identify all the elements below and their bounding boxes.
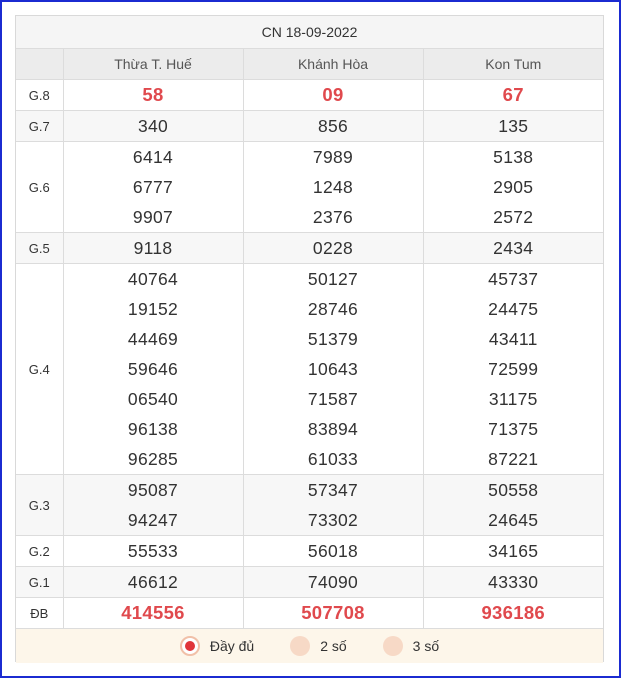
prize-rows [16, 80, 603, 629]
prize-row [16, 264, 603, 475]
prize-cell [423, 567, 603, 598]
province-header: Khánh Hòa [243, 49, 423, 80]
prize-number: 45737 [488, 269, 539, 289]
province-header: Kon Tum [423, 49, 603, 80]
prize-number: 2905 [493, 177, 534, 197]
prize-cell [63, 80, 243, 111]
prize-number: 50558 [488, 480, 539, 500]
prize-label: G.6 [16, 142, 63, 233]
prize-cell [243, 233, 423, 264]
prize-number: 24475 [488, 299, 539, 319]
prize-number: 936186 [481, 602, 546, 623]
prize-cell [243, 264, 423, 475]
radio-selected-icon[interactable] [180, 636, 200, 656]
prize-number: 24645 [488, 510, 539, 530]
prize-number: 96285 [127, 449, 179, 469]
prize-row [16, 80, 603, 111]
prize-number: 72599 [488, 359, 539, 379]
prize-number: 856 [317, 116, 349, 136]
prize-label: G.8 [16, 80, 63, 111]
prize-cell [243, 536, 423, 567]
prize-cell [63, 142, 243, 233]
prize-number: 2572 [493, 207, 534, 227]
prize-number: 0228 [312, 238, 354, 258]
display-option[interactable] [290, 636, 346, 656]
prize-number: 74090 [307, 572, 359, 592]
radio-unselected-icon[interactable] [290, 636, 310, 656]
prize-cell [423, 80, 603, 111]
prize-label: G.7 [16, 111, 63, 142]
prize-cell [243, 598, 423, 629]
prize-row [16, 475, 603, 536]
prize-number: 2376 [312, 207, 354, 227]
radio-unselected-icon[interactable] [383, 636, 403, 656]
prize-cell [423, 475, 603, 536]
prize-number: 59646 [127, 359, 179, 379]
prize-number: 7989 [312, 147, 354, 167]
prize-number: 1248 [312, 177, 354, 197]
prize-cell [423, 598, 603, 629]
prize-row [16, 233, 603, 264]
display-option-label: Đầy đủ [209, 638, 255, 654]
prize-row [16, 536, 603, 567]
prize-row [16, 598, 603, 629]
prize-number: 9118 [133, 238, 173, 258]
prize-number: 340 [137, 116, 169, 136]
prize-number: 58 [142, 84, 164, 105]
prize-number: 73302 [307, 510, 359, 530]
prize-cell [423, 111, 603, 142]
prize-number: 06540 [127, 389, 179, 409]
prize-number: 2434 [493, 238, 534, 258]
prize-number: 87221 [488, 449, 539, 469]
prize-cell [63, 536, 243, 567]
prize-cell [243, 80, 423, 111]
prize-label: G.5 [16, 233, 63, 264]
display-options [16, 629, 603, 663]
prize-number: 28746 [307, 299, 359, 319]
prize-cell [63, 264, 243, 475]
prize-label: G.2 [16, 536, 63, 567]
prize-number: 40764 [127, 269, 179, 289]
prize-number: 51379 [307, 329, 359, 349]
prize-number: 95087 [127, 480, 179, 500]
prize-number: 46612 [127, 572, 179, 592]
prize-label: G.1 [16, 567, 63, 598]
prize-number: 6414 [132, 147, 174, 167]
prize-number: 55533 [127, 541, 179, 561]
prize-number: 10643 [307, 359, 359, 379]
prize-number: 67 [502, 84, 524, 105]
results-table [16, 49, 603, 629]
prize-number: 19152 [127, 299, 179, 319]
draw-date-title: CN 18-09-2022 [16, 16, 603, 49]
prize-number: 56018 [307, 541, 359, 561]
prize-cell [423, 142, 603, 233]
prize-number: 5138 [493, 147, 534, 167]
prize-number: 9907 [132, 207, 174, 227]
prize-number: 43411 [488, 329, 538, 349]
prize-number: 09 [322, 84, 344, 105]
province-header: Thừa T. Huế [63, 49, 243, 80]
prize-cell [243, 142, 423, 233]
prize-number: 94247 [127, 510, 179, 530]
prize-cell [423, 536, 603, 567]
display-option-label: 3 số [412, 638, 440, 654]
prize-row [16, 111, 603, 142]
display-option-label: 2 số [320, 638, 347, 654]
display-option[interactable] [180, 636, 254, 656]
prize-label: G.4 [16, 264, 63, 475]
prize-number: 71587 [307, 389, 359, 409]
header-row [16, 49, 603, 80]
prize-number: 71375 [488, 419, 539, 439]
prize-cell [243, 475, 423, 536]
prize-number: 34165 [488, 541, 539, 561]
corner-cell [16, 49, 63, 80]
prize-number: 31175 [488, 389, 538, 409]
prize-cell [63, 233, 243, 264]
prize-number: 57347 [307, 480, 359, 500]
prize-label: G.3 [16, 475, 63, 536]
prize-number: 135 [498, 116, 529, 136]
prize-number: 507708 [301, 602, 365, 623]
prize-cell [243, 567, 423, 598]
prize-number: 96138 [127, 419, 179, 439]
prize-cell [243, 111, 423, 142]
prize-number: 83894 [307, 419, 359, 439]
prize-cell [63, 111, 243, 142]
prize-cell [63, 598, 243, 629]
display-option[interactable] [383, 636, 439, 656]
prize-number: 44469 [127, 329, 179, 349]
prize-row [16, 142, 603, 233]
results-card [15, 15, 604, 662]
prize-cell [423, 264, 603, 475]
prize-number: 50127 [307, 269, 359, 289]
prize-cell [63, 475, 243, 536]
prize-cell [63, 567, 243, 598]
prize-number: 43330 [488, 572, 539, 592]
prize-number: 6777 [132, 177, 174, 197]
prize-number: 414556 [121, 602, 185, 623]
prize-cell [423, 233, 603, 264]
prize-label: ĐB [16, 598, 63, 629]
prize-number: 61033 [307, 449, 359, 469]
prize-row [16, 567, 603, 598]
